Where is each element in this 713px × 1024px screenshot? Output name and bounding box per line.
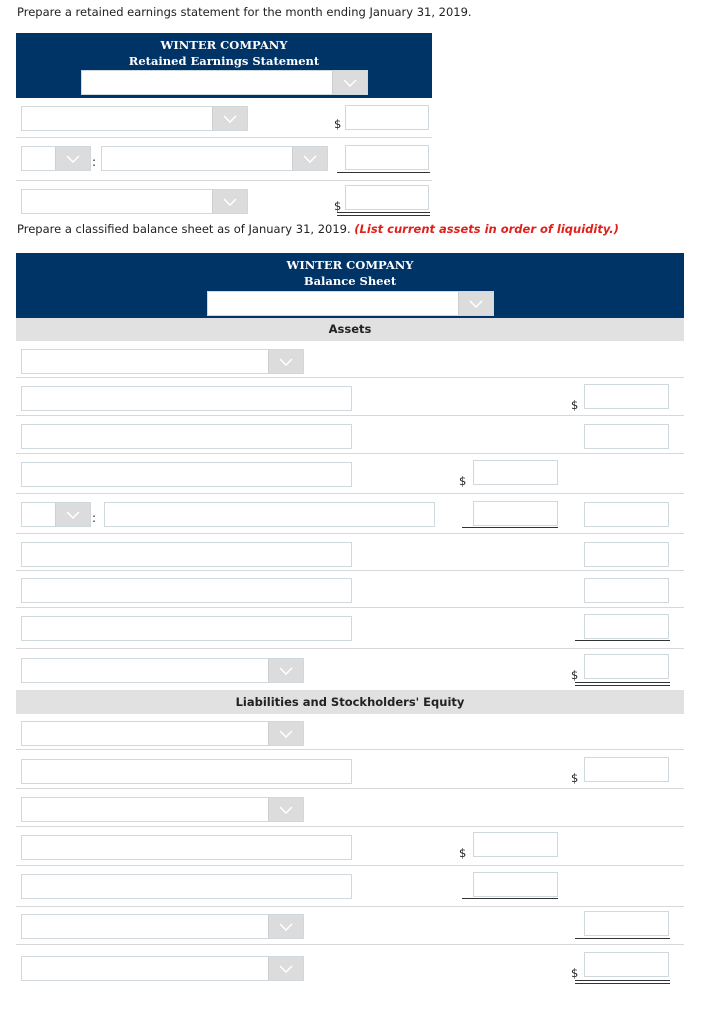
equity-total-dropdown[interactable] <box>21 914 304 939</box>
total-double-underline <box>575 682 670 686</box>
total-double-underline <box>575 980 670 984</box>
bs-date-dropdown[interactable] <box>207 291 494 316</box>
instruction-retained-earnings: Prepare a retained earnings statement for the month ending January 31, 2019. <box>17 5 472 19</box>
liability-account-input-1[interactable] <box>21 759 352 784</box>
currency-symbol: $ <box>571 668 579 682</box>
currency-symbol: $ <box>334 199 342 213</box>
total-assets-dropdown[interactable] <box>21 658 304 683</box>
instruction-text: Prepare a classified balance sheet as of January 31, 2019. <box>17 222 351 236</box>
total-liabilities-equity-amount[interactable] <box>584 952 669 977</box>
currency-symbol: $ <box>571 398 579 412</box>
chevron-down-icon[interactable] <box>268 957 303 980</box>
instruction-note: (List current assets in order of liquidity.) <box>354 222 619 236</box>
row-divider <box>16 944 684 945</box>
chevron-down-icon[interactable] <box>268 798 303 821</box>
colon-label: : <box>92 511 97 525</box>
re-total-input[interactable] <box>345 185 429 210</box>
asset-account-input-3[interactable] <box>21 462 352 487</box>
statement-title: Retained Earnings Statement <box>128 54 320 68</box>
subtotal-underline <box>575 938 670 939</box>
re-account-dropdown-1[interactable] <box>21 106 248 131</box>
subtotal-underline <box>462 898 558 899</box>
row-divider <box>16 906 684 907</box>
row-divider <box>16 826 684 827</box>
chevron-down-icon[interactable] <box>268 915 303 938</box>
row-divider <box>16 648 684 649</box>
re-account-dropdown-2[interactable] <box>101 146 328 171</box>
row-divider <box>16 493 684 494</box>
chevron-down-icon[interactable] <box>212 107 247 130</box>
asset-account-input-2[interactable] <box>21 424 352 449</box>
row-divider <box>16 570 684 571</box>
row-divider <box>16 137 432 138</box>
subtotal-underline <box>575 640 670 641</box>
equity-sub-amount-1[interactable] <box>473 832 558 857</box>
asset-account-input-4[interactable] <box>21 542 352 567</box>
equity-sub-amount-2[interactable] <box>473 872 558 897</box>
row-divider <box>16 415 684 416</box>
chevron-down-icon[interactable] <box>332 71 367 94</box>
asset-operator-dropdown[interactable] <box>21 502 91 527</box>
row-divider <box>16 749 684 750</box>
currency-symbol: $ <box>571 771 579 785</box>
chevron-down-icon[interactable] <box>268 722 303 745</box>
currency-symbol: $ <box>459 846 467 860</box>
subtotal-underline <box>462 527 558 528</box>
liability-category-dropdown-1[interactable] <box>21 721 304 746</box>
row-divider <box>16 377 684 378</box>
chevron-down-icon[interactable] <box>55 147 90 170</box>
asset-category-dropdown[interactable] <box>21 349 304 374</box>
asset-total-amount-3[interactable] <box>584 502 669 527</box>
subtotal-underline <box>337 172 430 173</box>
re-amount-input-2[interactable] <box>345 145 429 170</box>
asset-total-amount-1[interactable] <box>584 384 669 409</box>
equity-total-amount[interactable] <box>584 911 669 936</box>
total-liabilities-equity-dropdown[interactable] <box>21 956 304 981</box>
row-divider <box>16 607 684 608</box>
re-operator-dropdown[interactable] <box>21 146 91 171</box>
company-name: WINTER COMPANY <box>160 38 288 52</box>
currency-symbol: $ <box>459 474 467 488</box>
chevron-down-icon[interactable] <box>458 292 493 315</box>
asset-total-amount-2[interactable] <box>584 424 669 449</box>
date-dropdown[interactable] <box>81 70 368 95</box>
total-assets-amount[interactable] <box>584 654 669 679</box>
re-amount-input-1[interactable] <box>345 105 429 130</box>
currency-symbol: $ <box>571 966 579 980</box>
asset-account-input-6[interactable] <box>21 616 352 641</box>
chevron-down-icon[interactable] <box>212 190 247 213</box>
chevron-down-icon[interactable] <box>55 503 90 526</box>
company-name: WINTER COMPANY <box>286 258 414 272</box>
instruction-balance-sheet <box>17 222 619 236</box>
asset-sub-amount-1[interactable] <box>473 460 558 485</box>
currency-symbol: $ <box>334 117 342 131</box>
row-divider <box>16 453 684 454</box>
statement-title: Balance Sheet <box>303 274 397 288</box>
equity-category-dropdown[interactable] <box>21 797 304 822</box>
asset-sub-amount-2[interactable] <box>473 501 558 526</box>
row-divider <box>16 788 684 789</box>
equity-account-input-1[interactable] <box>21 835 352 860</box>
asset-account-input-1[interactable] <box>21 386 352 411</box>
assets-section-heading: Assets <box>16 318 684 341</box>
liability-total-amount-1[interactable] <box>584 757 669 782</box>
row-divider <box>16 533 684 534</box>
asset-total-amount-5[interactable] <box>584 578 669 603</box>
asset-account-input-5[interactable] <box>21 578 352 603</box>
chevron-down-icon[interactable] <box>268 350 303 373</box>
row-divider <box>16 865 684 866</box>
chevron-down-icon[interactable] <box>292 147 327 170</box>
asset-total-amount-4[interactable] <box>584 542 669 567</box>
liabilities-section-heading: Liabilities and Stockholders' Equity <box>16 690 684 714</box>
colon-label: : <box>92 155 97 169</box>
asset-total-amount-6[interactable] <box>584 614 669 639</box>
equity-account-input-2[interactable] <box>21 874 352 899</box>
asset-contra-account-input[interactable] <box>104 502 435 527</box>
row-divider <box>16 180 432 181</box>
chevron-down-icon[interactable] <box>268 659 303 682</box>
total-double-underline <box>337 212 430 216</box>
re-account-dropdown-3[interactable] <box>21 189 248 214</box>
